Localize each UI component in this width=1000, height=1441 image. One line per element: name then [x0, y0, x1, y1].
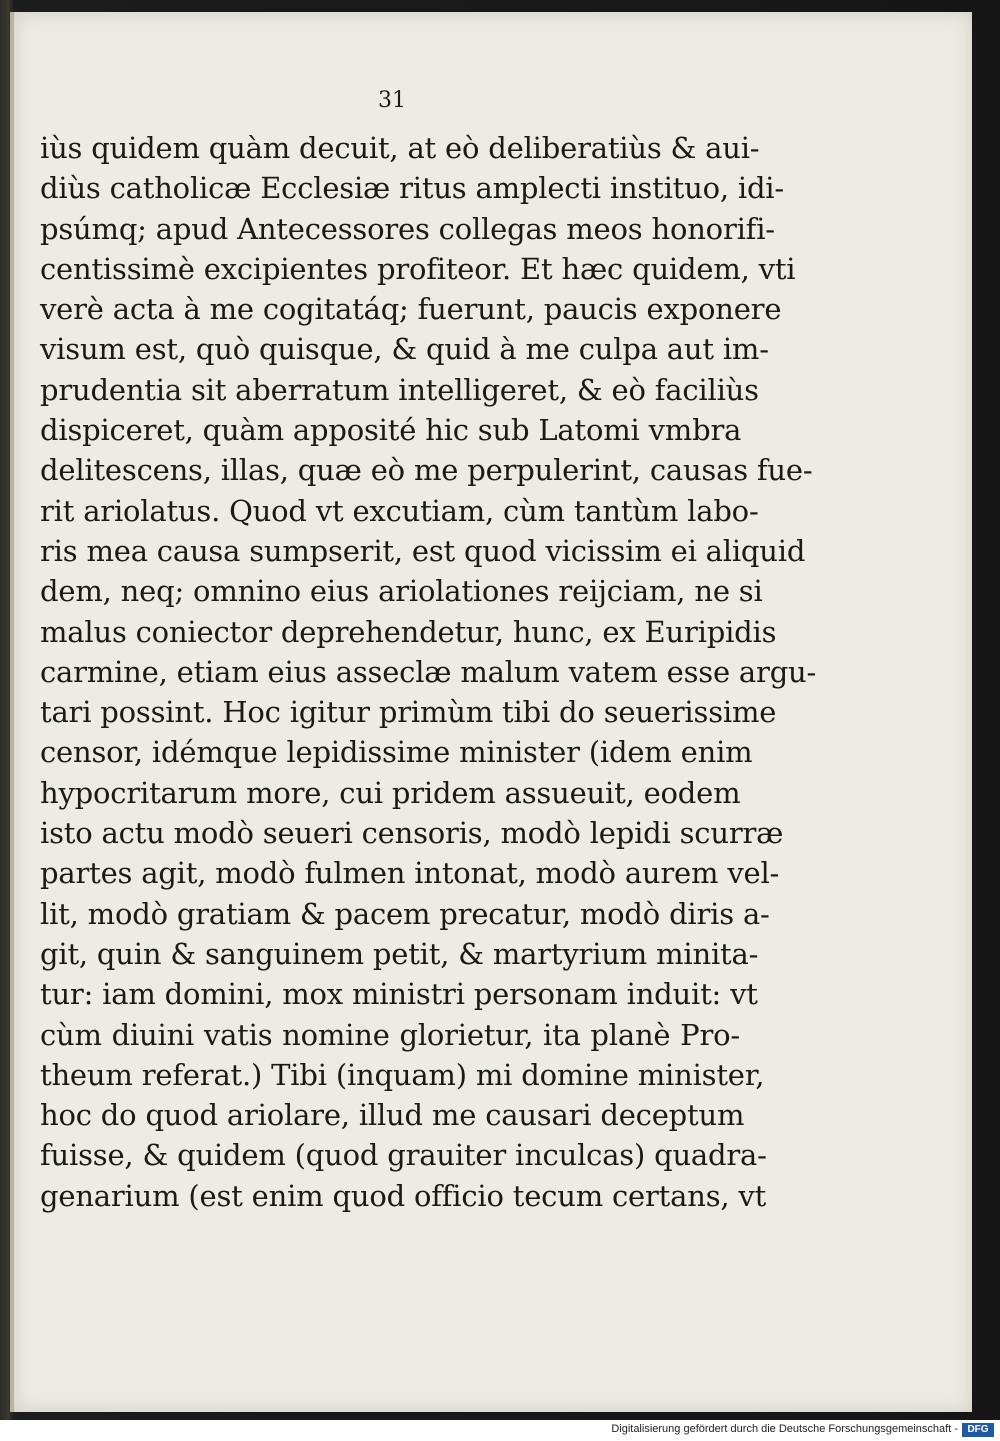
text-line: tari possint. Hoc igitur primùm tibi do seuerissime: [40, 695, 777, 730]
text-line: censor, idémque lepidissime minister (idem enim: [40, 735, 753, 770]
text-line: hypocritarum more, cui pridem assueuit, eodem: [40, 775, 741, 810]
body-text: [40, 128, 817, 1216]
text-line: centissimè excipientes profiteor. Et hæc quidem, vti: [40, 251, 796, 286]
text-line: dem, neq; omnino eius ariolationes reijciam, ne si: [40, 574, 763, 609]
text-line: theum referat.) Tibi (inquam) mi domine minister,: [40, 1057, 765, 1092]
text-line: rit ariolatus. Quod vt excutiam, cùm tantùm labo-: [40, 493, 759, 528]
text-line: ris mea causa sumpserit, est quod vicissim ei aliquid: [40, 533, 806, 568]
text-line: diùs catholicæ Ecclesiæ ritus amplecti instituo, idi-: [40, 171, 784, 206]
text-line: lit, modò gratiam & pacem precatur, modò diris a-: [40, 896, 770, 931]
text-line: iùs quidem quàm decuit, at eò deliberatiùs & aui-: [40, 131, 760, 165]
text-line: carmine, etiam eius asseclæ malum vatem esse argu-: [40, 654, 817, 689]
text-line: isto actu modò seueri censoris, modò lepidi scurræ: [40, 816, 784, 851]
text-line: hoc do quod ariolare, illud me causari deceptum: [40, 1098, 745, 1133]
text-line: partes agit, modò fulmen intonat, modò aurem vel-: [40, 856, 780, 891]
text-line: visum est, quò quisque, & quid à me culpa aut im-: [40, 332, 769, 367]
funding-credit: Digitalisierung gefördert durch die Deutsche Forschungsgemeinschaft -: [611, 1423, 958, 1435]
text-line: tur: iam domini, mox ministri personam induit: vt: [40, 977, 758, 1012]
page-number: 31: [378, 88, 406, 113]
text-line: verè acta à me cogitatáq; fuerunt, paucis exponere: [40, 292, 782, 327]
text-line: cùm diuini vatis nomine glorietur, ita planè Pro-: [40, 1017, 740, 1052]
text-line: delitescens, illas, quæ eò me perpulerint, causas fue-: [40, 453, 813, 488]
footer-bar: [0, 1420, 1000, 1441]
text-line: psúmq; apud Antecessores collegas meos honorifi-: [40, 211, 775, 246]
text-line: prudentia sit aberratum intelligeret, & eò faciliùs: [40, 372, 759, 407]
text-line: dispiceret, quàm apposité hic sub Latomi vmbra: [40, 413, 742, 448]
text-line: git, quin & sanguinem petit, & martyrium minita-: [40, 936, 759, 971]
text-line: malus coniector deprehendetur, hunc, ex Euripidis: [40, 614, 777, 649]
dfg-logo: DFG: [962, 1423, 994, 1437]
text-line: fuisse, & quidem (quod grauiter inculcas) quadra-: [40, 1138, 767, 1173]
text-line: genarium (est enim quod officio tecum certans, vt: [40, 1178, 767, 1213]
